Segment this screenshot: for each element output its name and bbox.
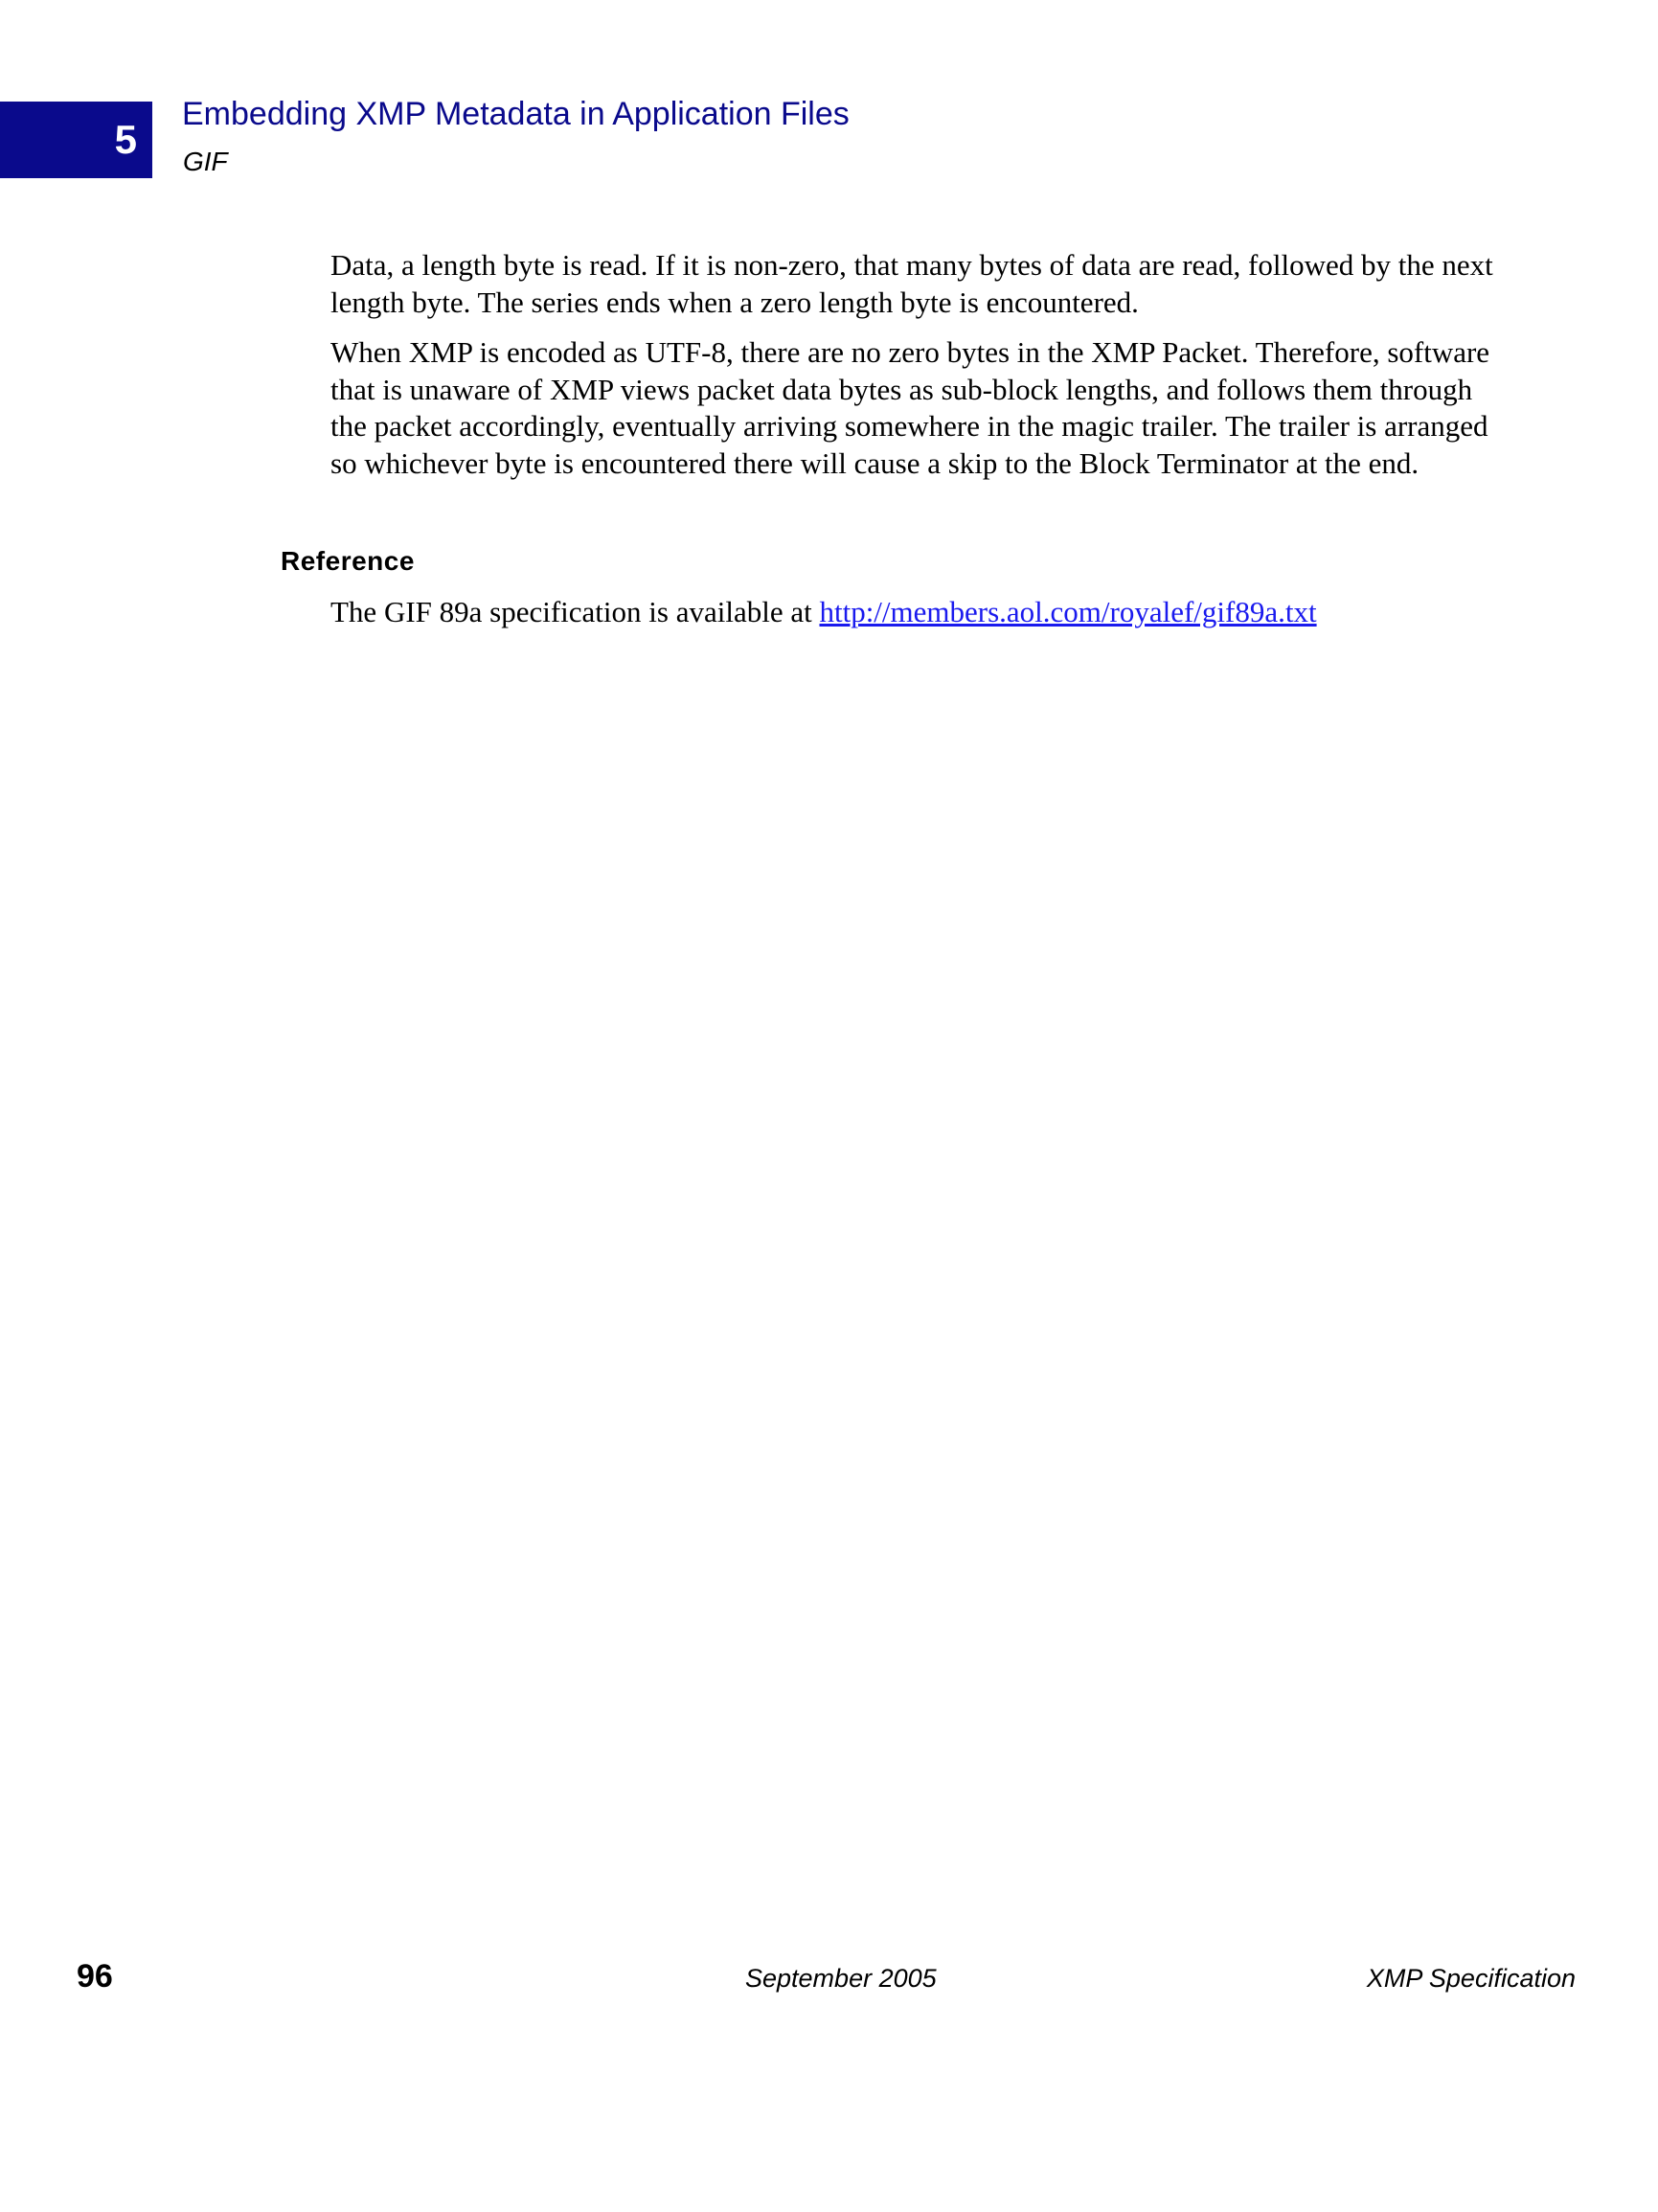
reference-link[interactable]: http://members.aol.com/royalef/gif89a.txt bbox=[819, 595, 1317, 628]
page-number: 96 bbox=[77, 1958, 113, 1995]
body-paragraph-1: Data, a length byte is read. If it is non-zero, that many bytes of data are read, followed by the next length byte. The series ends when a zero length byte is encountered. bbox=[330, 248, 1493, 319]
reference-paragraph bbox=[330, 594, 1499, 631]
reference-text: The GIF 89a specification is available at bbox=[330, 595, 820, 628]
chapter-number-tab bbox=[0, 102, 152, 178]
footer-document-title: XMP Specification bbox=[1366, 1964, 1576, 1993]
body-paragraph-2: When XMP is encoded as UTF-8, there are no zero bytes in the XMP Packet. Therefore, software that is unaware of XMP views packet data bytes as sub-block lengths, and follows them through the packet accordingly, eventually arriving somewhere in the magic trailer. The trailer is arranged so whichever byte is encountered there will cause a skip to the Block Terminator at the end. bbox=[330, 335, 1490, 480]
chapter-title: Embedding XMP Metadata in Application Files bbox=[182, 96, 850, 132]
chapter-number: 5 bbox=[114, 117, 137, 162]
reference-heading: Reference bbox=[281, 546, 415, 576]
section-title: GIF bbox=[183, 147, 228, 176]
footer-date: September 2005 bbox=[745, 1964, 937, 1993]
